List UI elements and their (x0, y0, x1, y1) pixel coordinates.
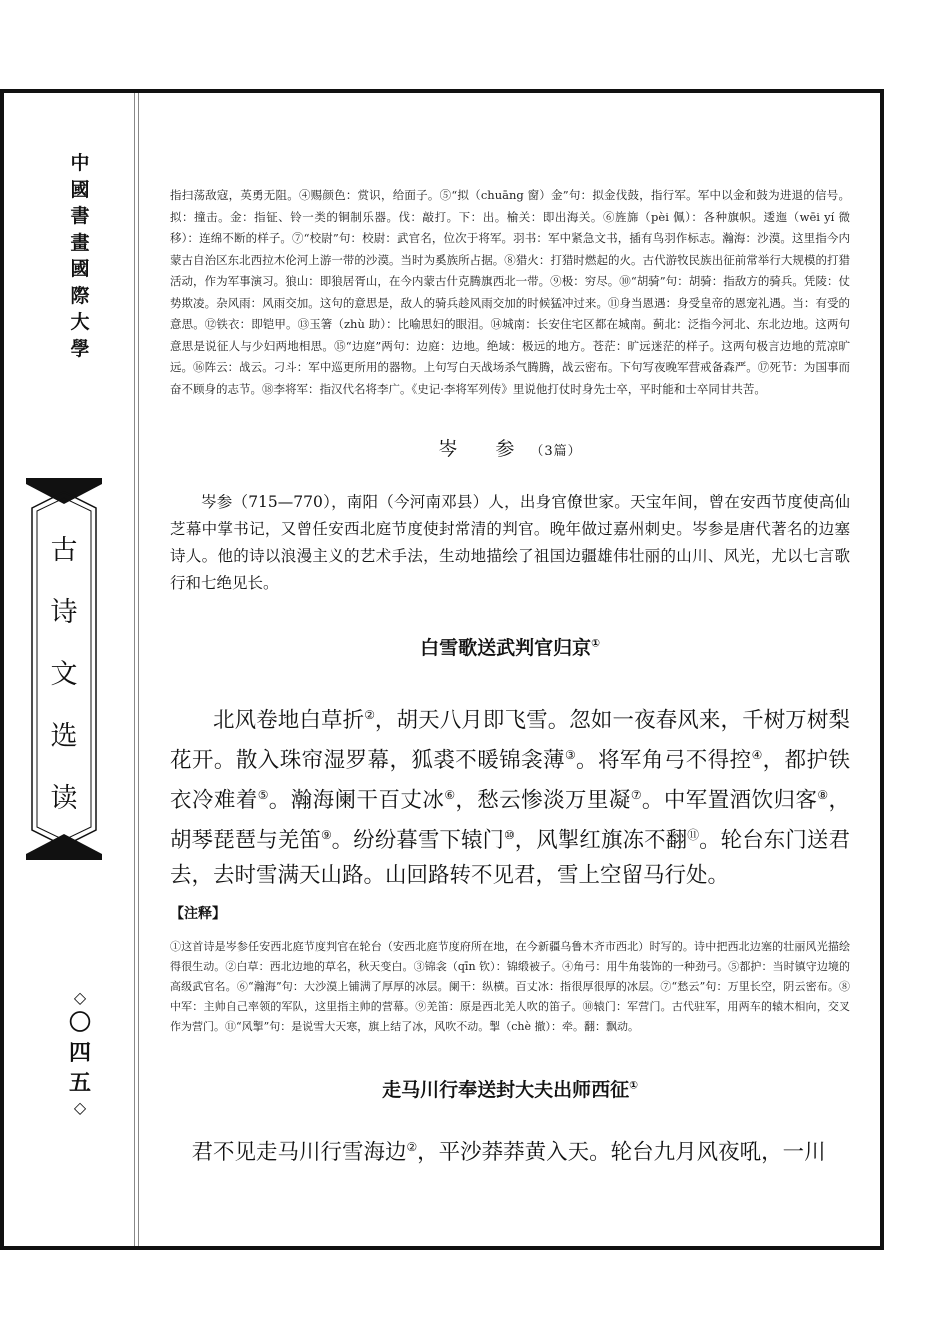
poem-body (170, 1130, 850, 1170)
school-char: 大 (70, 311, 90, 333)
poem-line: ，平沙莽莽黄入天。轮台九月风夜吼，一川 (417, 1139, 826, 1165)
poem-line: ，胡琴琵琶与羌笛 (170, 788, 850, 854)
poem-notes: ①这首诗是岑参任安西北庭节度判官在轮台（安西北庭节度府所在地，在今新疆乌鲁木齐市西北）时写的。诗中把西北边塞的壮丽风光描绘得很生动。②白草：西北边地的草名，秋天变白。③锦衾（qīn 钦）：锦缎被子。④角弓：用牛角装饰的一种劲弓。⑤都护：当时镇守边境的高级武官名。⑥“瀚海”句：大沙漠上铺满了厚厚的冰层。阑干：纵横。百丈冰：指很厚很厚的冰层。⑦“愁云”句：万里长空，阴云密布。⑧中军：主帅自己率领的军队，这里指主帅的营幕。⑨羌笛：原是西北羌人吹的笛子。⑩辕门：军营门。古代驻军，用两车的辕木相向，交叉作为营门。⑪“风掣”句：是说雪大天寒，旗上结了冰，风吹不动。掣（chè 撤）：牵。翻：飘动。 (170, 939, 850, 1033)
footnote-mark: ② (364, 708, 375, 722)
school-char: 畫 (70, 231, 90, 254)
footnote-mark: ⑤ (257, 788, 269, 803)
author-heading (170, 434, 850, 461)
notes-continued (170, 185, 850, 400)
school-char: 際 (70, 284, 90, 307)
poem-line: 。轮台东门送君去，去时雪满天山路。山回路转不见君，雪上空留马行处。 (170, 828, 850, 888)
page-frame-left (0, 89, 4, 1250)
poem-body (170, 698, 850, 893)
footnote-mark: ③ (565, 748, 577, 763)
footnote-mark: ⑥ (444, 788, 456, 803)
poem-line: 。纷纷暮雪下辕门 (331, 828, 505, 854)
book-title-char: 古 (50, 535, 78, 566)
page-number-char: 五 (68, 1070, 91, 1096)
school-name-vertical (60, 150, 100, 362)
poem-title (170, 633, 850, 660)
footnote-mark: ④ (751, 748, 763, 763)
poem-line: ，风掣红旗冻不翻 (514, 828, 688, 854)
book-title-char: 读 (50, 783, 78, 814)
poem-line: ，胡天八月即飞雪。忽如一夜春风来，千树万树梨花开。散入珠帘湿罗幕，狐裘不暖锦衾薄 (170, 708, 850, 774)
diamond-icon: ◇ (73, 988, 87, 1007)
school-char: 學 (70, 337, 90, 360)
poem-line: ，都护铁衣冷难着 (170, 748, 850, 814)
book-title-cartouche (24, 478, 104, 860)
page-number (60, 988, 100, 1118)
main-content (170, 185, 850, 1170)
diamond-icon: ◇ (73, 1098, 87, 1117)
page-frame-bottom (0, 1246, 884, 1250)
school-char: 書 (70, 205, 90, 227)
poem-line: 君不见走马川行雪海边 (191, 1139, 407, 1165)
footnote-mark: ⑩ (504, 828, 515, 843)
footnote-mark: ① (591, 637, 600, 650)
book-title-vertical (24, 520, 104, 830)
book-title-char: 文 (50, 659, 78, 690)
author-poem-count: （3篇） (530, 444, 582, 459)
author-intro: 岑参（715—770），南阳（今河南邓县）人，出身官僚世家。天宝年间，曾在安西节度使高仙芝幕中掌书记，又曾任安西北庭节度使封常清的判官。晚年做过嘉州刺史。岑参是唐代著名的边塞诗人。他的诗以浪漫主义的艺术手法，生动地描绘了祖国边疆雄伟壮丽的山川、风光，尤以七言歌行和七绝见长。 (170, 493, 850, 592)
page-number-char: 〇 (68, 1010, 91, 1036)
book-title-char: 选 (50, 721, 78, 752)
poem-line: 。瀚海阑干百丈冰 (268, 788, 445, 814)
footnote-mark: ⑦ (630, 788, 642, 803)
school-char: 國 (70, 178, 90, 201)
poem-title (170, 1075, 850, 1102)
author-name: 岑 参 (438, 438, 531, 460)
poem-title-text: 白雪歌送武判官归京 (420, 637, 592, 659)
poem-line: ，愁云惨淡万里凝 (455, 788, 631, 814)
school-char: 國 (70, 258, 90, 280)
poem-line: 。将军角弓不得控 (576, 748, 752, 774)
sidebar-rule-inner (138, 93, 139, 1246)
page-frame-right (880, 89, 884, 1250)
footnote-mark: ⑨ (320, 828, 332, 843)
footnote-mark: ② (406, 1139, 418, 1154)
school-char: 中 (70, 152, 90, 174)
poem-line: 。中军置酒饮归客 (641, 788, 818, 814)
page-number-char: 四 (68, 1040, 91, 1066)
notes-heading: 【注释】 (170, 905, 226, 922)
poem-title-text: 走马川行奉送封大夫出师西征 (382, 1078, 630, 1101)
footnote-mark: ⑧ (817, 788, 829, 803)
notes-continued-text: 指扫荡敌寇，英勇无阻。④赐颜色：赏识，给面子。⑤“拟（chuāng 窗）金”句：拟金伐鼓，指行军。军中以金和鼓为进退的信号。拟：撞击。金：指钲、铃一类的铜制乐器。伐：敲打。下：出。榆关：即出海关。⑥旌旆（pèi 佩）：各种旗帜。逶迤（wēi yí 微移）：连绵不断的样子。⑦“校尉”句：校尉：武官名，位次于将军。羽书：军中紧急文书，插有鸟羽作标志。瀚海：沙漠。这里指今内蒙古自治区东北西拉木伦河上游一带的沙漠。当时为奚族所占据。⑧猎火：打猎时燃起的火。古代游牧民族出征前常举行大规模的打猎活动，作为军事演习。狼山：即狼居胥山，在今内蒙古什克腾旗西北一带。⑨极：穷尽。⑩“胡骑”句：胡骑：指敌方的骑兵。凭陵：仗势欺凌。杂风雨：风雨交加。这句的意思是，敌人的骑兵趁风雨交加的时候猛冲过来。⑪身当恩遇：身受皇帝的恩宠礼遇。当：有受的意思。⑫铁衣：即铠甲。⑬玉箸（zhù 助）：比喻思妇的眼泪。⑭城南：长安住宅区都在城南。蓟北：泛指今河北、东北边地。这两句意思是说征人与少妇两地相思。⑮“边庭”两句：边庭：边地。绝域：极远的地方。苍茫：旷远迷茫的样子。这两句极言边地的荒凉旷远。⑯阵云：战云。刁斗：军中巡更所用的器物。上句写白天战场杀气腾腾，战云密布。下句写夜晚军营戒备森严。⑰死节：为国事而奋不顾身的志节。⑱李将军：指汉代名将李广。《史记·李将军列传》里说他打仗时身先士卒，平时能和士卒同甘共苦。 (170, 188, 850, 396)
footnote-mark: ① (629, 1079, 638, 1092)
page-frame-top (0, 89, 884, 93)
sidebar-rule (134, 93, 135, 1246)
poem-line: 北风卷地白草折 (213, 708, 365, 734)
footnote-mark: ⑪ (687, 828, 700, 843)
book-title-char: 诗 (50, 597, 78, 628)
